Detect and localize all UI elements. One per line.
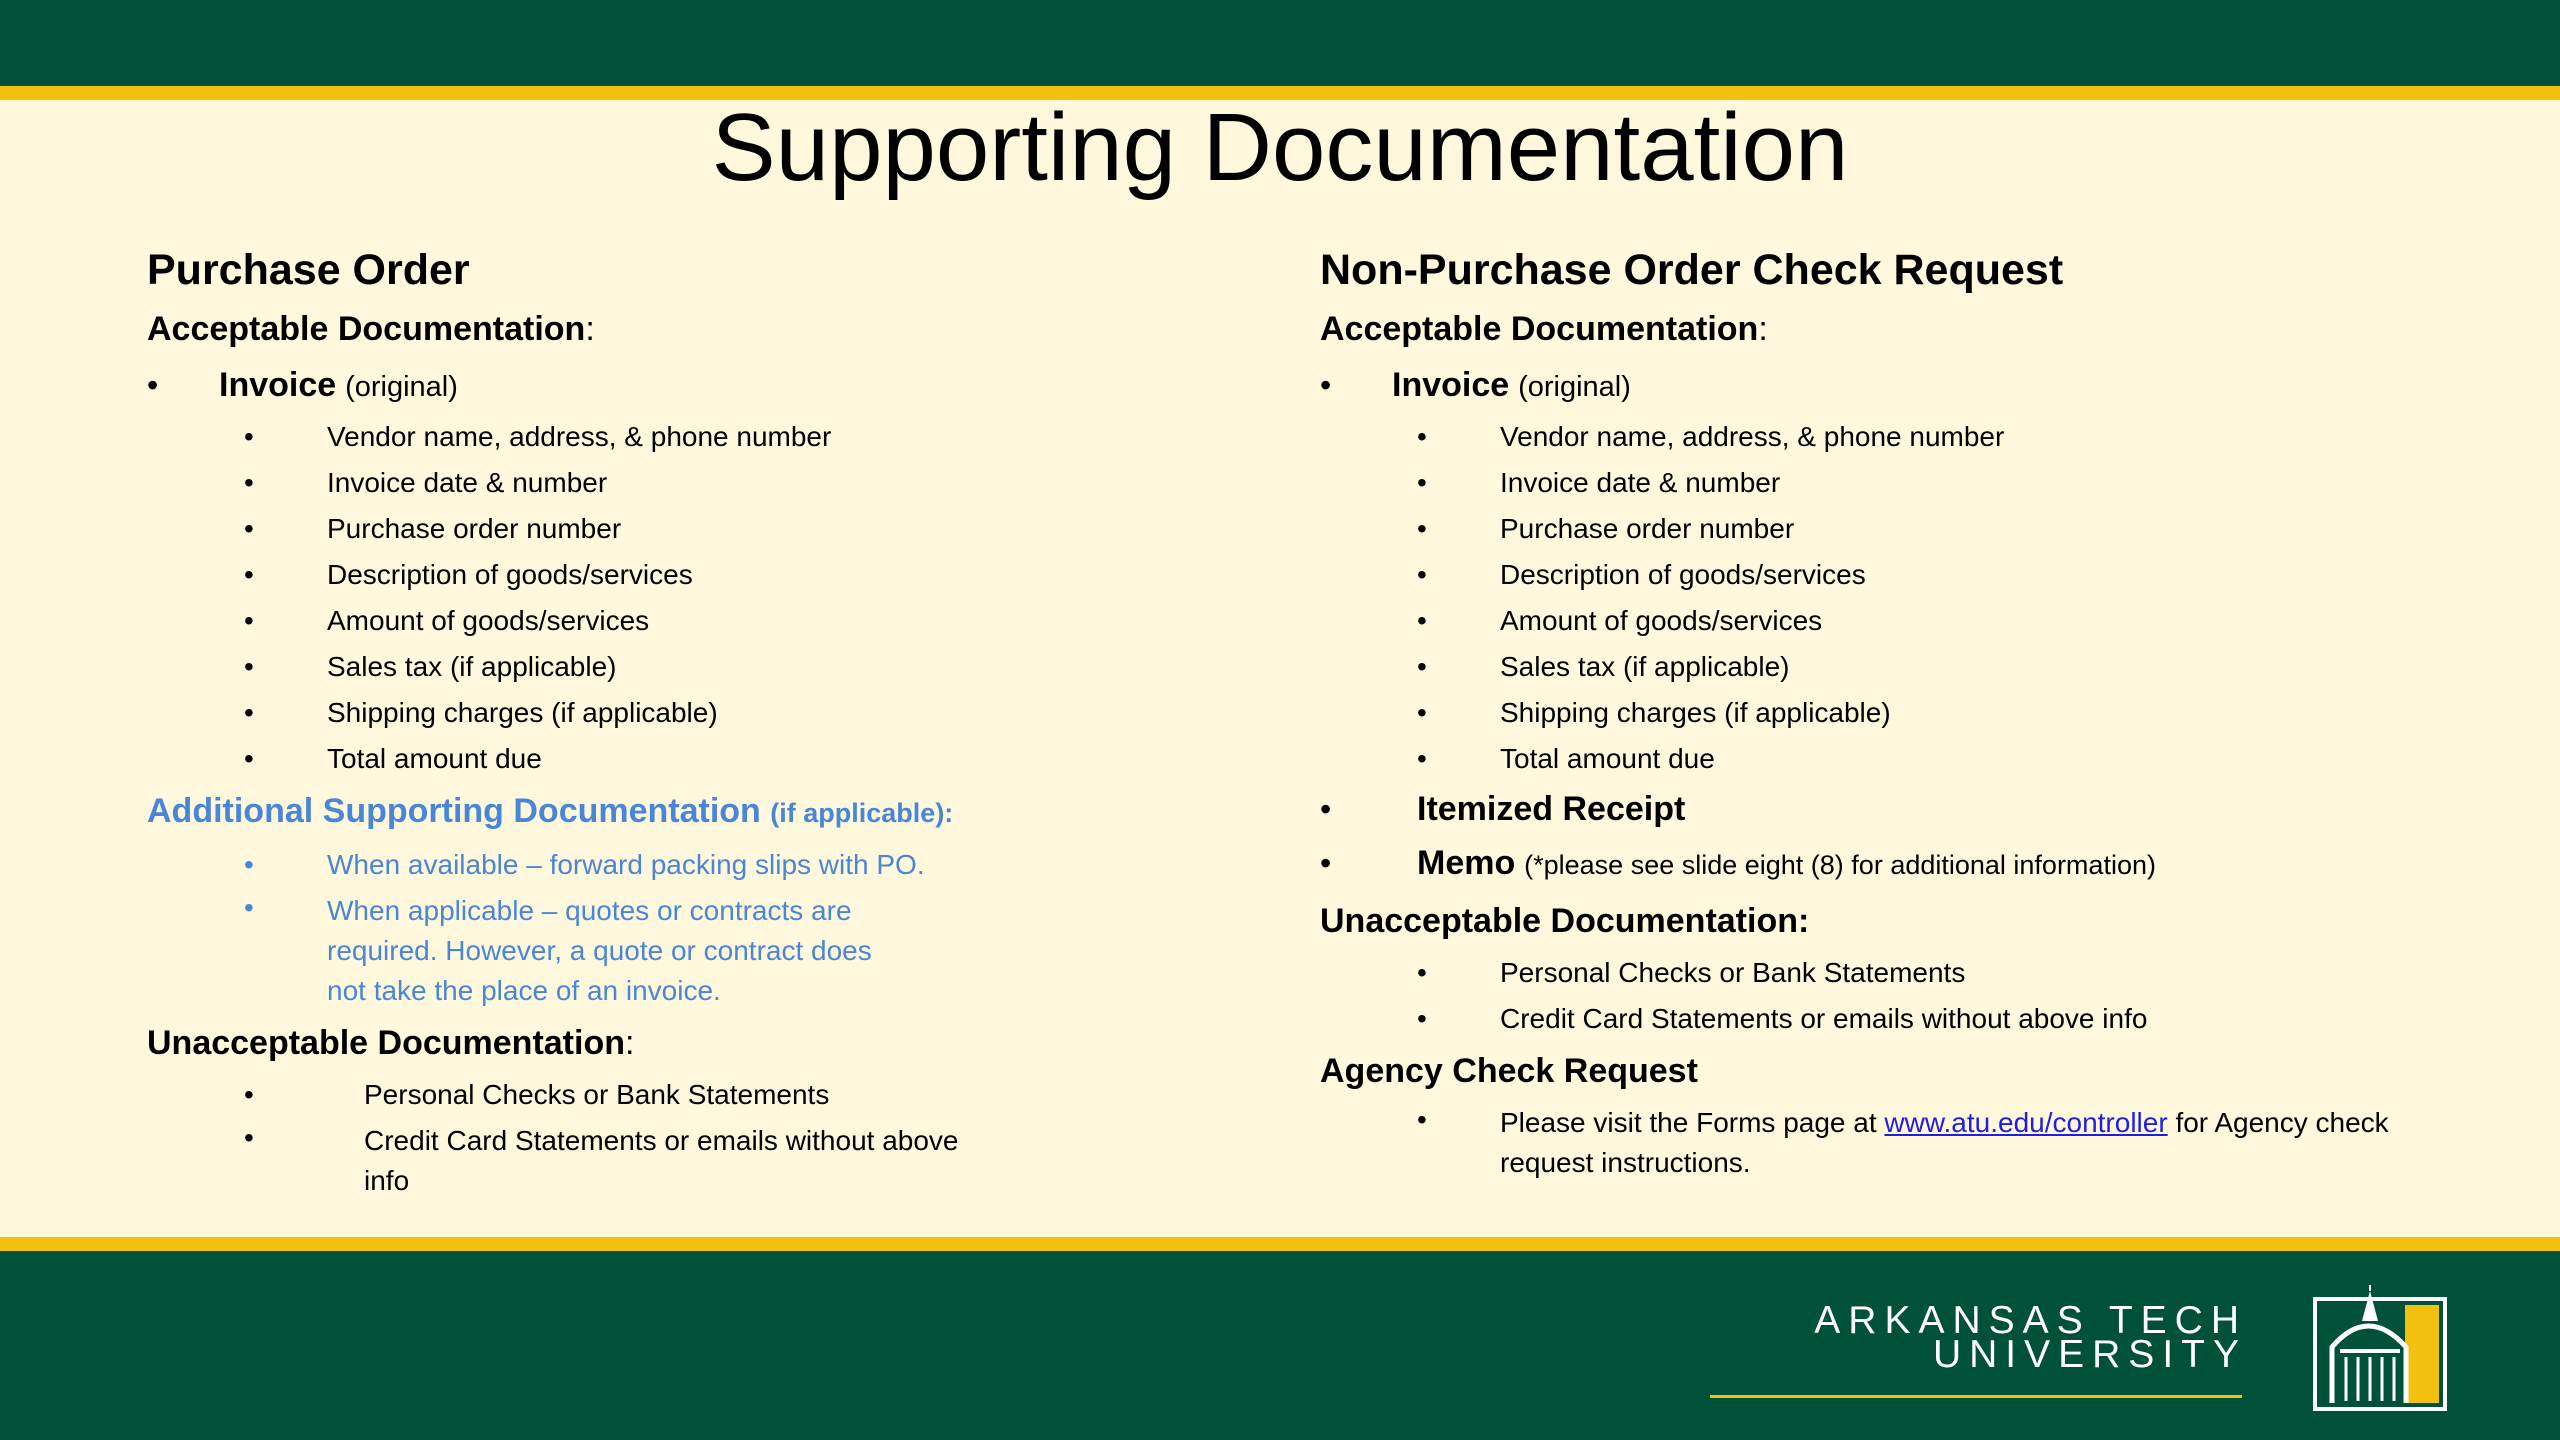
unacceptable-doc-colon: : [624, 1024, 635, 1062]
list-item: • Personal Checks or Bank Statements [1417, 950, 2470, 996]
acceptable-doc-list [147, 358, 1007, 414]
invoice-item [1320, 358, 2470, 414]
agency-instructions [1417, 1100, 2420, 1186]
controller-link[interactable]: www.atu.edu/controller [1884, 1107, 2168, 1138]
list-item: • Description of goods/services [1417, 552, 2470, 598]
agency-check-request-heading: Agency Check Request [1320, 1052, 1698, 1090]
acceptable-doc-text: Acceptable Documentation [1320, 310, 1759, 348]
list-item: • Purchase order number [1417, 506, 2470, 552]
list-item: • Credit Card Statements or emails without above info [1417, 996, 2470, 1042]
unacceptable-doc-text: Unacceptable Documentation [147, 1024, 625, 1062]
invoice-requirements-list [1417, 414, 2470, 782]
invoice-requirements-list [244, 414, 1007, 782]
list-item: • Vendor name, address, & phone number [1417, 414, 2470, 460]
list-item: • Personal Checks or Bank Statements [244, 1072, 1007, 1118]
acceptable-doc-list [1320, 358, 2470, 414]
itemized-receipt-label: Itemized Receipt [1417, 790, 1686, 828]
memo-item [1320, 836, 2470, 892]
invoice-label: Invoice [219, 366, 337, 404]
additional-doc-text: Additional Supporting Documentation [147, 792, 761, 830]
unacceptable-doc-label [147, 1014, 1007, 1072]
list-item: • Shipping charges (if applicable) [244, 690, 1007, 736]
building-seal-icon [2310, 1285, 2460, 1413]
acceptable-doc-text: Acceptable Documentation [147, 310, 586, 348]
logo-line-1: ARKANSAS TECH [1814, 1299, 2247, 1342]
invoice-note: (original) [1518, 371, 1631, 403]
itemized-receipt-item [1320, 782, 2470, 836]
unacceptable-doc-label: Unacceptable Documentation: [1320, 902, 1810, 940]
logo-line-2: UNIVERSITY [1932, 1333, 2247, 1376]
unacceptable-doc-list [244, 1072, 1007, 1204]
list-item: • Amount of goods/services [1417, 598, 2470, 644]
list-item: • Purchase order number [244, 506, 1007, 552]
acceptable-doc-label [1320, 300, 2470, 358]
list-item: • Credit Card Statements or emails without above info [244, 1118, 984, 1204]
non-po-heading: Non-Purchase Order Check Request [1320, 246, 2064, 294]
list-item: • Total amount due [1417, 736, 2470, 782]
acceptable-doc-colon: : [1758, 310, 1768, 348]
agency-text-after: for Agency check request instructions. [1500, 1107, 2389, 1178]
agency-text-before: Please visit the Forms page at [1500, 1107, 1885, 1138]
slide-title: Supporting Documentation [711, 94, 1849, 201]
list-item: • Sales tax (if applicable) [244, 644, 1007, 690]
memo-note: (*please see slide eight (8) for additional information) [1524, 850, 2156, 880]
additional-doc-label [147, 782, 1007, 842]
acceptable-doc-label [147, 300, 1007, 358]
list-item: • When available – forward packing slips with PO. [244, 842, 1007, 888]
list-item: • Shipping charges (if applicable) [1417, 690, 2470, 736]
list-item: • Invoice date & number [1417, 460, 2470, 506]
invoice-label: Invoice [1392, 366, 1510, 404]
list-item: • Total amount due [244, 736, 1007, 782]
additional-doc-note: (if applicable): [770, 798, 954, 828]
acceptable-doc-colon: : [585, 310, 595, 348]
list-item: • Sales tax (if applicable) [1417, 644, 2470, 690]
list-item: • Amount of goods/services [244, 598, 1007, 644]
list-item: • Invoice date & number [244, 460, 1007, 506]
invoice-item [147, 358, 1007, 414]
unacceptable-doc-list [1417, 950, 2470, 1042]
list-item: • Description of goods/services [244, 552, 1007, 598]
logo-underline [1710, 1395, 2242, 1398]
invoice-note: (original) [345, 371, 458, 403]
list-item: • Vendor name, address, & phone number [244, 414, 1007, 460]
list-item: • When applicable – quotes or contracts are required. However, a quote or contract does not take the place of an invoice. [244, 888, 907, 1014]
agency-list [1417, 1100, 2470, 1186]
memo-label: Memo [1417, 844, 1516, 882]
bottom-gold-rule [0, 1237, 2560, 1251]
additional-doc-list [244, 842, 1007, 1014]
top-band [0, 0, 2560, 86]
university-logo [1705, 1285, 2465, 1415]
other-acceptable-list [1320, 782, 2470, 892]
purchase-order-heading: Purchase Order [147, 246, 470, 294]
non-po-check-request-column [1320, 240, 2470, 1186]
purchase-order-column [147, 240, 1007, 1204]
